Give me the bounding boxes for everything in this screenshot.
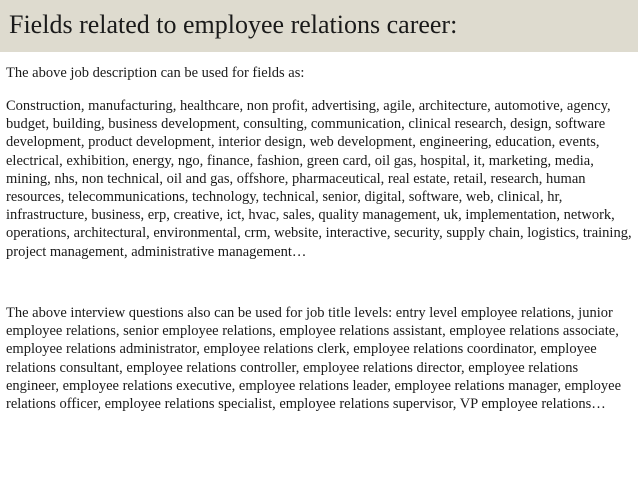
slide-title: Fields related to employee relations career: [9,10,458,39]
intro-text: The above job description can be used for fields as: [6,65,305,81]
title-bar [0,0,638,52]
fields-paragraph: Construction, manufacturing, healthcare, non profit, advertising, agile, architecture, automotive, agency, budget, building, business development, consulting, communication, clinical research, design, software development, product development, interior design, web development, engineering, education, events, electrical, exhibition, energy, ngo, finance, fashion, green card, oil gas, hospital, it, marketing, media, mining, nhs, non technical, oil and gas, offshore, pharmaceutical, real estate, retail, research, human resources, telecommunications, technology, technical, senior, digital, software, web, clinical, hr, infrastructure, business, erp, creative, ict, hvac, sales, quality management, uk, implementation, network, operations, architectural, environmental, crm, website, interactive, security, supply chain, logistics, training, project management, administrative management… [6,98,632,260]
job-levels-paragraph: The above interview questions also can be used for job title levels: entry level employee relations, junior employee relations, senior employee relations, employee relations assistant, employee relations associate, employee relations administrator, employee relations clerk, employee relations coordinator, employee relations consultant, employee relations controller, employee relations director, employee relations engineer, employee relations executive, employee relations leader, employee relations manager, employee relations officer, employee relations specialist, employee relations supervisor, VP employee relations… [6,305,622,413]
